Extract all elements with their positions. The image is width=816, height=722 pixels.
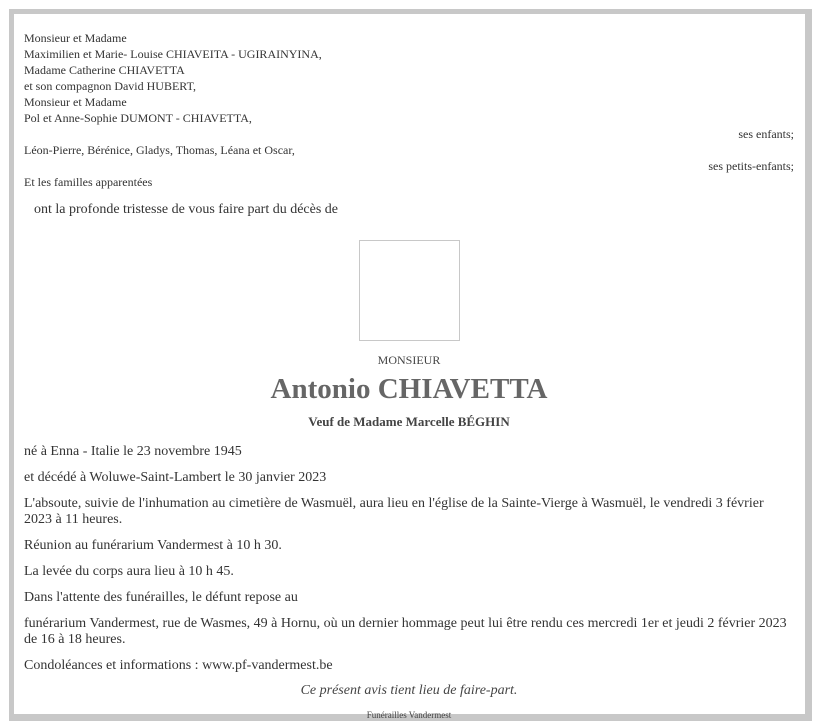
death-line: et décédé à Woluwe-Saint-Lambert le 30 janvier 2023 [24, 470, 327, 485]
family-line-1: Monsieur et Madame [24, 31, 127, 45]
obituary-frame [9, 9, 812, 721]
spouse-line: Veuf de Madame Marcelle BÉGHIN [308, 414, 510, 429]
grandchildren-label: ses petits-enfants; [708, 159, 794, 173]
family-line-3: Madame Catherine CHIAVETTA [24, 63, 185, 77]
funeral-home-paragraph: funérarium Vandermest, rue de Wasmes, 49 à Hornu, où un dernier hommage peut lui être rendu ces mercredi 1er et jeudi 2 février 2023 de 16 à 18 heures. [24, 616, 787, 647]
ceremony-paragraph: L'absoute, suivie de l'inhumation au cimetière de Wasmuël, aura lieu en l'église de la Sainte-Vierge à Wasmuël, le vendredi 3 février 2023 à 11 heures. [24, 496, 764, 527]
photo-placeholder [359, 240, 460, 341]
meeting-line: Réunion au funérarium Vandermest à 10 h 30. [24, 538, 282, 553]
footer-text: Funérailles Vandermest [366, 710, 452, 720]
deceased-title: MONSIEUR [377, 353, 441, 367]
relatives-line: Et les familles apparentées [24, 175, 153, 189]
notice-line: Ce présent avis tient lieu de faire-part. [300, 683, 518, 698]
intro-text: ont la profonde tristesse de vous faire part du décès de [34, 202, 339, 217]
deceased-name: Antonio CHIAVETTA [270, 373, 548, 405]
family-line-2: Maximilien et Marie- Louise CHIAVEITA - UGIRAINYINA, [24, 47, 322, 61]
family-line-5: Monsieur et Madame [24, 95, 127, 109]
lifting-line: La levée du corps aura lieu à 10 h 45. [24, 564, 234, 579]
grandchildren-line: Léon-Pierre, Bérénice, Gladys, Thomas, Léana et Oscar, [24, 143, 295, 157]
family-line-6: Pol et Anne-Sophie DUMONT - CHIAVETTA, [24, 111, 252, 125]
obituary-content [24, 30, 794, 720]
birth-line: né à Enna - Italie le 23 novembre 1945 [24, 444, 242, 459]
children-label: ses enfants; [738, 127, 794, 141]
resting-line: Dans l'attente des funérailles, le défunt repose au [24, 590, 298, 605]
family-line-4: et son compagnon David HUBERT, [24, 79, 197, 93]
condolences-line[interactable]: Condoléances et informations : www.pf-vandermest.be [24, 658, 333, 673]
